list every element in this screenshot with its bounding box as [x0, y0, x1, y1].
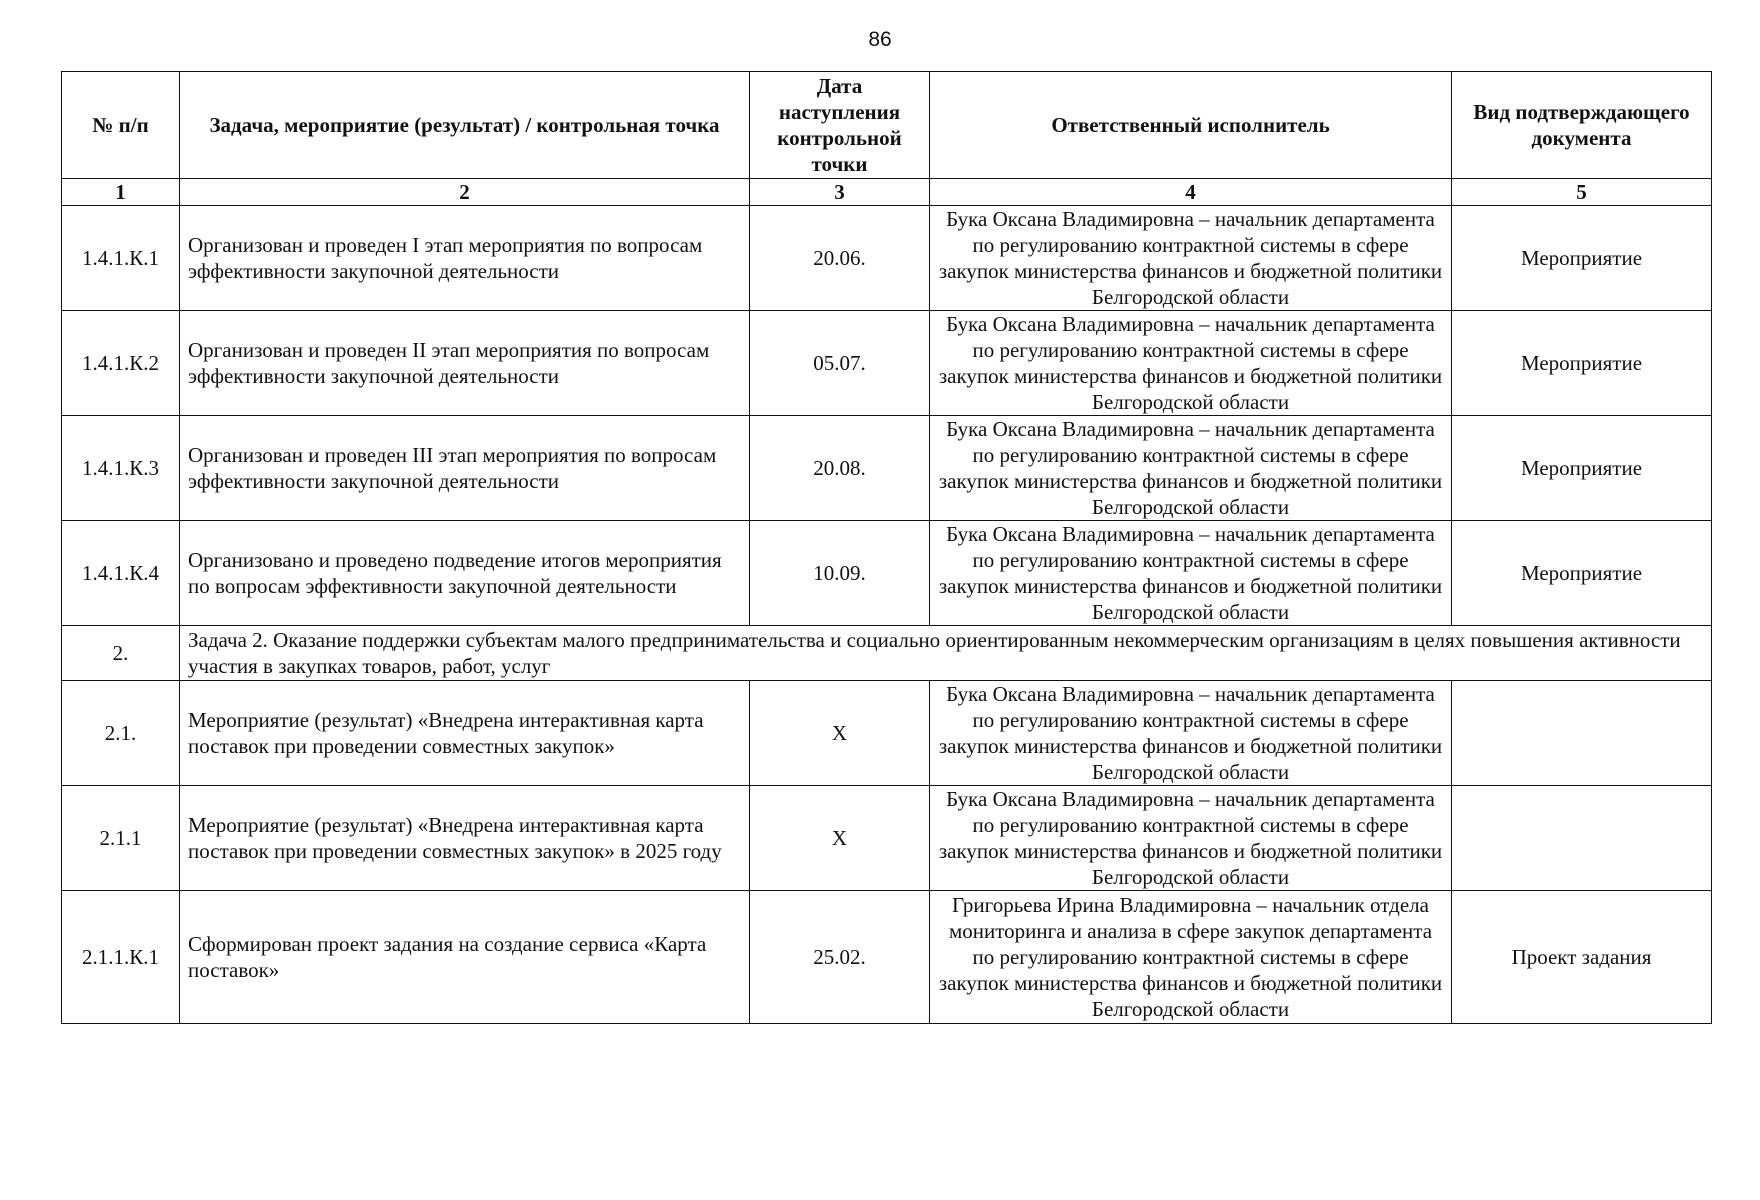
- row-document: Мероприятие: [1452, 206, 1712, 311]
- row-document: Мероприятие: [1452, 311, 1712, 416]
- row-date: 05.07.: [750, 311, 930, 416]
- row-responsible: Бука Оксана Владимировна – начальник департамента по регулированию контрактной системы в сфере закупок министерства финансов и бюджетной политики Белгородской области: [930, 521, 1452, 626]
- table-row: [62, 416, 1712, 521]
- section-row: [62, 626, 1712, 681]
- row-date: 25.02.: [750, 891, 930, 1024]
- row-document: [1452, 681, 1712, 786]
- table-row: [62, 521, 1712, 626]
- row-number: 2.1.: [62, 681, 180, 786]
- row-number: 2.1.1.К.1: [62, 891, 180, 1024]
- header-date: Дата наступления контрольной точки: [750, 72, 930, 179]
- row-task: Организовано и проведено подведение итогов мероприятия по вопросам эффективности закупочной деятельности: [180, 521, 750, 626]
- row-number: 1.4.1.К.1: [62, 206, 180, 311]
- row-task: Организован и проведен I этап мероприятия по вопросам эффективности закупочной деятельности: [180, 206, 750, 311]
- column-number: 4: [930, 179, 1452, 206]
- row-date: 10.09.: [750, 521, 930, 626]
- row-responsible: Бука Оксана Владимировна – начальник департамента по регулированию контрактной системы в сфере закупок министерства финансов и бюджетной политики Белгородской области: [930, 681, 1452, 786]
- row-number: 2.1.1: [62, 786, 180, 891]
- row-date: 20.06.: [750, 206, 930, 311]
- table-row: [62, 311, 1712, 416]
- header-number: № п/п: [62, 72, 180, 179]
- row-task: Организован и проведен III этап мероприятия по вопросам эффективности закупочной деятельности: [180, 416, 750, 521]
- column-number: 3: [750, 179, 930, 206]
- row-responsible: Бука Оксана Владимировна – начальник департамента по регулированию контрактной системы в сфере закупок министерства финансов и бюджетной политики Белгородской области: [930, 206, 1452, 311]
- row-date: Х: [750, 681, 930, 786]
- header-document: Вид подтверждающего документа: [1452, 72, 1712, 179]
- row-responsible: Бука Оксана Владимировна – начальник департамента по регулированию контрактной системы в сфере закупок министерства финансов и бюджетной политики Белгородской области: [930, 786, 1452, 891]
- row-document: Мероприятие: [1452, 416, 1712, 521]
- row-number: 1.4.1.К.3: [62, 416, 180, 521]
- row-responsible: Григорьева Ирина Владимировна – начальник отдела мониторинга и анализа в сфере закупок департамента по регулированию контрактной системы в сфере закупок министерства финансов и бюджетной политики Белгородской области: [930, 891, 1452, 1024]
- section-title: Задача 2. Оказание поддержки субъектам малого предпринимательства и социально ориентированным некоммерческим организациям в целях повышения активности участия в закупках товаров, работ, услуг: [180, 626, 1712, 681]
- column-number: 5: [1452, 179, 1712, 206]
- table-row: [62, 786, 1712, 891]
- row-responsible: Бука Оксана Владимировна – начальник департамента по регулированию контрактной системы в сфере закупок министерства финансов и бюджетной политики Белгородской области: [930, 416, 1452, 521]
- column-number: 1: [62, 179, 180, 206]
- row-task: Мероприятие (результат) «Внедрена интерактивная карта поставок при проведении совместных закупок»: [180, 681, 750, 786]
- row-number: 1.4.1.К.4: [62, 521, 180, 626]
- table-header-row: [62, 72, 1712, 179]
- row-responsible: Бука Оксана Владимировна – начальник департамента по регулированию контрактной системы в сфере закупок министерства финансов и бюджетной политики Белгородской области: [930, 311, 1452, 416]
- column-number-row: [62, 179, 1712, 206]
- row-document: Мероприятие: [1452, 521, 1712, 626]
- row-document: [1452, 786, 1712, 891]
- table-row: [62, 206, 1712, 311]
- row-document: Проект задания: [1452, 891, 1712, 1024]
- row-task: Сформирован проект задания на создание сервиса «Карта поставок»: [180, 891, 750, 1024]
- row-date: 20.08.: [750, 416, 930, 521]
- page-number: 86: [868, 28, 892, 51]
- table-row: [62, 891, 1712, 1024]
- header-responsible: Ответственный исполнитель: [930, 72, 1452, 179]
- row-task: Организован и проведен II этап мероприятия по вопросам эффективности закупочной деятельности: [180, 311, 750, 416]
- control-points-table: [61, 71, 1712, 1024]
- row-number: 1.4.1.К.2: [62, 311, 180, 416]
- column-number: 2: [180, 179, 750, 206]
- table-row: [62, 681, 1712, 786]
- row-date: Х: [750, 786, 930, 891]
- row-task: Мероприятие (результат) «Внедрена интерактивная карта поставок при проведении совместных закупок» в 2025 году: [180, 786, 750, 891]
- header-task: Задача, мероприятие (результат) / контрольная точка: [180, 72, 750, 179]
- section-number: 2.: [62, 626, 180, 681]
